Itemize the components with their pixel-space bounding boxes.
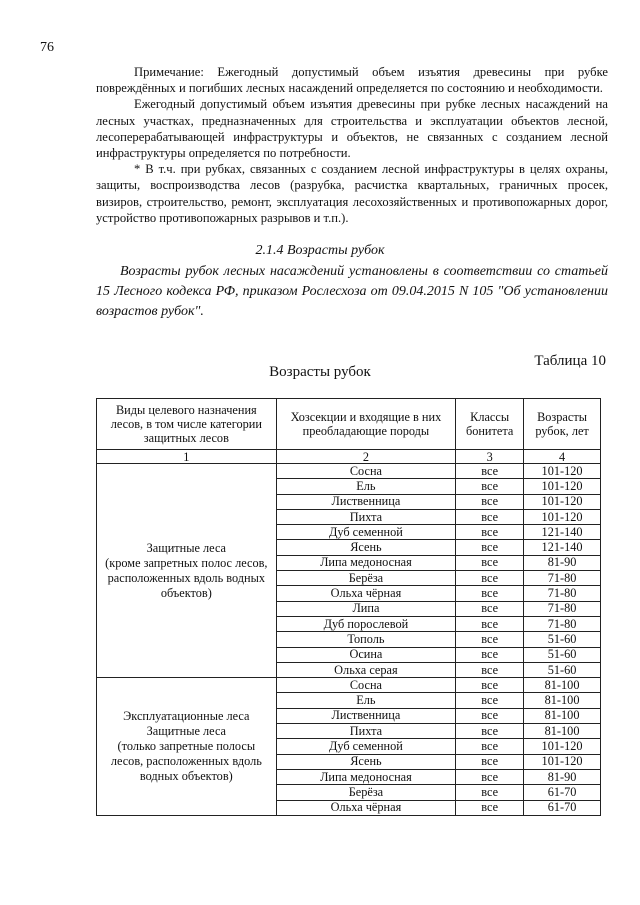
- page-number: 76: [40, 40, 54, 55]
- age-cell: 51-60: [524, 662, 601, 677]
- age-cell: 121-140: [524, 540, 601, 555]
- table-row: [97, 678, 601, 693]
- bonitet-cell: все: [456, 509, 524, 524]
- species-cell: Лиственница: [276, 494, 456, 509]
- age-cell: 101-120: [524, 754, 601, 769]
- species-cell: Пихта: [276, 724, 456, 739]
- age-cell: 71-80: [524, 571, 601, 586]
- table-title: Возрасты рубок: [269, 364, 371, 380]
- species-cell: Липа медоносная: [276, 769, 456, 784]
- section-text: Возрасты рубок лесных насаждений установлены в соответствии со статьей 15 Лесного кодекса РФ, приказом Рослесхоза от 09.04.2015 N 105 "Об установлении возрастов рубок".: [96, 264, 608, 319]
- species-cell: Липа медоносная: [276, 555, 456, 570]
- age-cell: 81-100: [524, 693, 601, 708]
- bonitet-cell: все: [456, 555, 524, 570]
- bonitet-cell: все: [456, 769, 524, 784]
- col-number: 3: [456, 450, 524, 464]
- species-cell: Дуб семенной: [276, 525, 456, 540]
- bonitet-cell: все: [456, 678, 524, 693]
- col-number: 1: [97, 450, 277, 464]
- species-cell: Сосна: [276, 678, 456, 693]
- bonitet-cell: все: [456, 586, 524, 601]
- bonitet-cell: все: [456, 724, 524, 739]
- bonitet-cell: все: [456, 632, 524, 647]
- age-cell: 71-80: [524, 601, 601, 616]
- bonitet-cell: все: [456, 785, 524, 800]
- bonitet-cell: все: [456, 494, 524, 509]
- age-cell: 61-70: [524, 785, 601, 800]
- species-cell: Осина: [276, 647, 456, 662]
- age-cell: 101-120: [524, 739, 601, 754]
- forest-purpose-group: Защитные леса (кроме запретных полос лесов, расположенных вдоль водных объектов): [97, 464, 277, 678]
- bonitet-cell: все: [456, 540, 524, 555]
- col-number: 4: [524, 450, 601, 464]
- bonitet-cell: все: [456, 708, 524, 723]
- species-cell: Пихта: [276, 509, 456, 524]
- age-cell: 101-120: [524, 464, 601, 479]
- note-paragraph-1: Примечание: Ежегодный допустимый объем изъятия древесины при рубке повреждённых и погибших лесных насаждений определяется по состоянию и необходимости.: [96, 65, 608, 96]
- bonitet-cell: все: [456, 616, 524, 631]
- age-cell: 81-90: [524, 555, 601, 570]
- species-cell: Ясень: [276, 540, 456, 555]
- header-purpose: Виды целевого назначения лесов, в том числе категории защитных лесов: [97, 399, 277, 450]
- forest-purpose-group: Эксплуатационные леса Защитные леса (только запретные полосы лесов, расположенных вдоль водных объектов): [97, 678, 277, 816]
- bonitet-cell: все: [456, 601, 524, 616]
- note-paragraph-2: Ежегодный допустимый объем изъятия древесины при рубке лесных насаждений на лесных участках, предназначенных для строительства и эксплуатации объектов лесной, лесоперерабатывающей инфраструктуры и объектов, не связанных с созданием лесной инфраструктуры определяется по потребности.: [96, 97, 608, 161]
- species-cell: Берёза: [276, 571, 456, 586]
- header-bonitet: Классы бонитета: [456, 399, 524, 450]
- species-cell: Ель: [276, 479, 456, 494]
- species-cell: Берёза: [276, 785, 456, 800]
- age-cell: 101-120: [524, 509, 601, 524]
- bonitet-cell: все: [456, 800, 524, 815]
- age-cell: 81-100: [524, 724, 601, 739]
- note-paragraph-3: * В т.ч. при рубках, связанных с созданием лесной инфраструктуры в целях охраны, защиты, воспроизводства лесов (разрубка, расчистка квартальных, граничных просек, визиров, строительство, ремонт, эксплуатация лесохозяйственных и противопожарных дорог, устройство противопожарных разрывов и т.п.).: [96, 162, 608, 225]
- bonitet-cell: все: [456, 464, 524, 479]
- header-sections: Хозсекции и входящие в них преобладающие породы: [276, 399, 456, 450]
- table-row: [97, 464, 601, 479]
- age-cell: 81-100: [524, 678, 601, 693]
- bonitet-cell: все: [456, 525, 524, 540]
- species-cell: Тополь: [276, 632, 456, 647]
- age-cell: 121-140: [524, 525, 601, 540]
- cutting-age-table: [96, 398, 601, 816]
- age-cell: 61-70: [524, 800, 601, 815]
- species-cell: Липа: [276, 601, 456, 616]
- species-cell: Сосна: [276, 464, 456, 479]
- age-cell: 81-100: [524, 708, 601, 723]
- bonitet-cell: все: [456, 739, 524, 754]
- bonitet-cell: все: [456, 754, 524, 769]
- bonitet-cell: все: [456, 693, 524, 708]
- table-body: [97, 464, 601, 816]
- species-cell: Ольха чёрная: [276, 586, 456, 601]
- species-cell: Дуб порослевой: [276, 616, 456, 631]
- header-age: Возрасты рубок, лет: [524, 399, 601, 450]
- note-block: [96, 64, 608, 226]
- bonitet-cell: все: [456, 571, 524, 586]
- species-cell: Ель: [276, 693, 456, 708]
- age-cell: 71-80: [524, 586, 601, 601]
- age-cell: 51-60: [524, 632, 601, 647]
- table-label: Таблица 10: [534, 353, 606, 369]
- section-title: 2.1.4 Возрасты рубок: [255, 243, 385, 258]
- species-cell: Дуб семенной: [276, 739, 456, 754]
- age-cell: 51-60: [524, 647, 601, 662]
- age-cell: 101-120: [524, 494, 601, 509]
- species-cell: Лиственница: [276, 708, 456, 723]
- col-number: 2: [276, 450, 456, 464]
- age-cell: 71-80: [524, 616, 601, 631]
- age-cell: 81-90: [524, 769, 601, 784]
- bonitet-cell: все: [456, 647, 524, 662]
- species-cell: Ольха чёрная: [276, 800, 456, 815]
- age-cell: 101-120: [524, 479, 601, 494]
- species-cell: Ясень: [276, 754, 456, 769]
- bonitet-cell: все: [456, 662, 524, 677]
- species-cell: Ольха серая: [276, 662, 456, 677]
- bonitet-cell: все: [456, 479, 524, 494]
